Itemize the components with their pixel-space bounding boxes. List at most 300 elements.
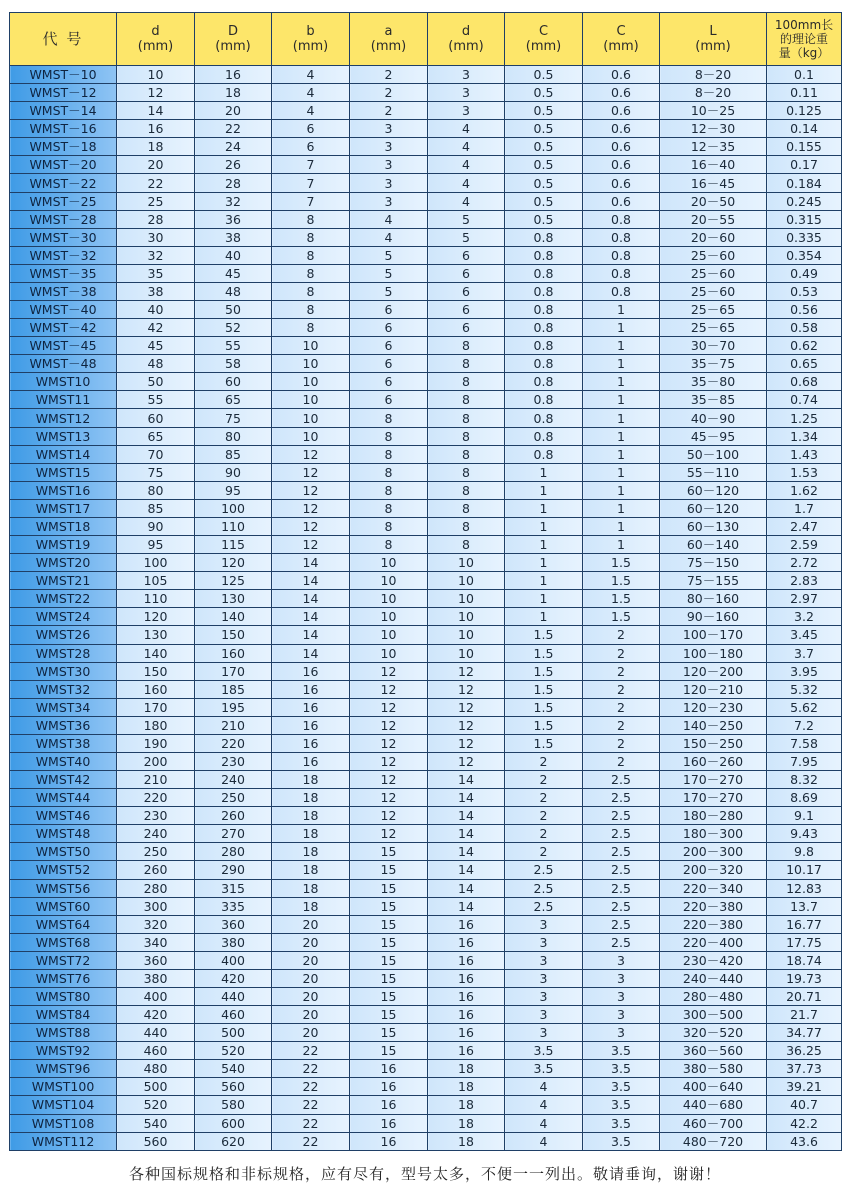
table-cell: 270 (195, 825, 272, 843)
table-cell: 20 (272, 933, 350, 951)
table-cell: 130 (195, 590, 272, 608)
table-cell: 1 (505, 590, 583, 608)
model-code-cell: WMST44 (10, 789, 117, 807)
table-row (10, 933, 842, 951)
table-cell: 8 (272, 264, 350, 282)
table-cell: 480－720 (660, 1132, 767, 1150)
table-cell: 6 (428, 301, 505, 319)
table-cell: 22 (117, 174, 195, 192)
model-code-cell: WMST－16 (10, 120, 117, 138)
table-cell: 2 (505, 807, 583, 825)
table-cell: 7.95 (767, 752, 842, 770)
table-cell: 16 (350, 1096, 428, 1114)
table-cell: 12 (428, 734, 505, 752)
table-cell: 120－200 (660, 662, 767, 680)
model-code-cell: WMST36 (10, 716, 117, 734)
table-cell: 3 (350, 138, 428, 156)
table-cell: 380－580 (660, 1060, 767, 1078)
table-cell: 2 (350, 66, 428, 84)
table-cell: 10 (350, 644, 428, 662)
table-cell: 2.5 (583, 861, 660, 879)
column-header-line: C (538, 24, 549, 39)
table-cell: 16 (350, 1060, 428, 1078)
table-cell: 3.5 (583, 1096, 660, 1114)
table-cell: 3.45 (767, 626, 842, 644)
table-cell: 16.77 (767, 915, 842, 933)
table-cell: 12 (350, 825, 428, 843)
table-row (10, 644, 842, 662)
table-cell: 36 (195, 210, 272, 228)
model-code-cell: WMST26 (10, 626, 117, 644)
table-cell: 3 (583, 1024, 660, 1042)
table-cell: 1.34 (767, 427, 842, 445)
table-cell: 0.14 (767, 120, 842, 138)
table-cell: 560 (195, 1078, 272, 1096)
table-cell: 40 (117, 301, 195, 319)
table-cell: 520 (195, 1042, 272, 1060)
table-cell: 10 (117, 66, 195, 84)
table-cell: 200－300 (660, 843, 767, 861)
table-cell: 380 (117, 969, 195, 987)
table-row (10, 499, 842, 517)
table-cell: 540 (195, 1060, 272, 1078)
table-cell: 250 (195, 789, 272, 807)
table-cell: 8 (350, 481, 428, 499)
table-cell: 6 (428, 264, 505, 282)
table-cell: 65 (195, 391, 272, 409)
table-header (10, 13, 842, 66)
table-cell: 8 (428, 391, 505, 409)
table-cell: 9.1 (767, 807, 842, 825)
table-cell: 105 (117, 572, 195, 590)
table-cell: 120－230 (660, 698, 767, 716)
table-cell: 460 (117, 1042, 195, 1060)
table-cell: 440－680 (660, 1096, 767, 1114)
table-cell: 8 (350, 427, 428, 445)
table-cell: 1 (505, 554, 583, 572)
table-cell: 260 (195, 807, 272, 825)
table-cell: 5 (428, 210, 505, 228)
column-header-line: L (709, 24, 717, 39)
table-row (10, 301, 842, 319)
table-cell: 170－270 (660, 789, 767, 807)
model-code-cell: WMST50 (10, 843, 117, 861)
table-cell: 34.77 (767, 1024, 842, 1042)
table-cell: 20－55 (660, 210, 767, 228)
table-cell: 0.335 (767, 228, 842, 246)
table-cell: 14 (428, 897, 505, 915)
table-cell: 4 (428, 120, 505, 138)
table-cell: 3 (350, 174, 428, 192)
table-cell: 0.8 (505, 228, 583, 246)
table-cell: 36.25 (767, 1042, 842, 1060)
table-cell: 1 (583, 337, 660, 355)
model-code-cell: WMST－12 (10, 84, 117, 102)
table-cell: 60－120 (660, 499, 767, 517)
table-cell: 2.83 (767, 572, 842, 590)
table-cell: 45 (195, 264, 272, 282)
table-cell: 0.6 (583, 102, 660, 120)
table-cell: 540 (117, 1114, 195, 1132)
table-cell: 1.7 (767, 499, 842, 517)
table-cell: 5 (350, 246, 428, 264)
model-code-cell: WMST20 (10, 554, 117, 572)
table-cell: 14 (428, 825, 505, 843)
table-cell: 6 (350, 373, 428, 391)
table-cell: 50 (195, 301, 272, 319)
table-row (10, 879, 842, 897)
table-cell: 220 (117, 789, 195, 807)
table-cell: 420 (195, 969, 272, 987)
table-cell: 0.1 (767, 66, 842, 84)
table-cell: 42.2 (767, 1114, 842, 1132)
table-cell: 2 (505, 752, 583, 770)
table-cell: 2 (583, 680, 660, 698)
table-cell: 1 (583, 499, 660, 517)
table-cell: 3 (428, 66, 505, 84)
table-cell: 0.8 (505, 391, 583, 409)
table-cell: 8 (350, 463, 428, 481)
table-cell: 420 (117, 1006, 195, 1024)
table-cell: 15 (350, 1006, 428, 1024)
table-row (10, 572, 842, 590)
table-cell: 18 (428, 1078, 505, 1096)
model-code-cell: WMST15 (10, 463, 117, 481)
table-cell: 1 (583, 355, 660, 373)
table-cell: 0.155 (767, 138, 842, 156)
table-cell: 32 (117, 246, 195, 264)
table-cell: 12 (350, 807, 428, 825)
column-header (350, 13, 428, 66)
table-cell: 10 (428, 572, 505, 590)
table-row (10, 246, 842, 264)
table-cell: 3 (505, 1006, 583, 1024)
table-cell: 600 (195, 1114, 272, 1132)
table-cell: 12 (428, 752, 505, 770)
model-code-cell: WMST13 (10, 427, 117, 445)
table-cell: 60－140 (660, 536, 767, 554)
table-cell: 20.71 (767, 987, 842, 1005)
table-row (10, 427, 842, 445)
model-code-cell: WMST19 (10, 536, 117, 554)
table-cell: 200－320 (660, 861, 767, 879)
table-cell: 24 (195, 138, 272, 156)
table-cell: 260 (117, 861, 195, 879)
table-cell: 290 (195, 861, 272, 879)
table-cell: 0.17 (767, 156, 842, 174)
table-cell: 20 (272, 951, 350, 969)
table-cell: 18 (272, 843, 350, 861)
model-code-cell: WMST56 (10, 879, 117, 897)
table-cell: 0.8 (505, 355, 583, 373)
model-code-cell: WMST－28 (10, 210, 117, 228)
table-row (10, 319, 842, 337)
table-cell: 50 (117, 373, 195, 391)
table-cell: 18 (272, 825, 350, 843)
table-cell: 2.5 (583, 897, 660, 915)
table-cell: 15 (350, 1024, 428, 1042)
table-cell: 3 (428, 102, 505, 120)
table-cell: 8 (428, 337, 505, 355)
table-row (10, 698, 842, 716)
table-cell: 10 (428, 590, 505, 608)
table-cell: 2 (350, 102, 428, 120)
table-cell: 15 (350, 933, 428, 951)
table-cell: 4 (350, 210, 428, 228)
table-cell: 115 (195, 536, 272, 554)
table-cell: 120－210 (660, 680, 767, 698)
table-cell: 8 (428, 481, 505, 499)
table-cell: 22 (272, 1132, 350, 1150)
table-cell: 120 (195, 554, 272, 572)
table-cell: 0.5 (505, 84, 583, 102)
table-cell: 16 (428, 915, 505, 933)
table-cell: 20 (272, 1006, 350, 1024)
table-cell: 1 (583, 445, 660, 463)
table-cell: 37.73 (767, 1060, 842, 1078)
table-cell: 6 (272, 138, 350, 156)
table-cell: 21.7 (767, 1006, 842, 1024)
table-cell: 4 (428, 156, 505, 174)
table-cell: 40.7 (767, 1096, 842, 1114)
table-cell: 170 (117, 698, 195, 716)
table-cell: 90 (195, 463, 272, 481)
table-cell: 42 (117, 319, 195, 337)
table-cell: 18 (272, 897, 350, 915)
table-cell: 185 (195, 680, 272, 698)
table-cell: 150－250 (660, 734, 767, 752)
table-cell: 140－250 (660, 716, 767, 734)
model-code-cell: WMST28 (10, 644, 117, 662)
table-cell: 0.6 (583, 174, 660, 192)
model-code-cell: WMST60 (10, 897, 117, 915)
table-cell: 16 (195, 66, 272, 84)
table-cell: 6 (428, 282, 505, 300)
table-cell: 8 (428, 427, 505, 445)
table-cell: 5 (350, 264, 428, 282)
table-cell: 140 (117, 644, 195, 662)
model-code-cell: WMST48 (10, 825, 117, 843)
table-cell: 3 (505, 987, 583, 1005)
table-row (10, 680, 842, 698)
table-row (10, 843, 842, 861)
table-cell: 12.83 (767, 879, 842, 897)
table-cell: 0.49 (767, 264, 842, 282)
table-cell: 0.8 (505, 409, 583, 427)
table-cell: 200 (117, 752, 195, 770)
model-code-cell: WMST30 (10, 662, 117, 680)
table-cell: 1.5 (583, 608, 660, 626)
table-cell: 3 (583, 951, 660, 969)
table-row (10, 391, 842, 409)
table-cell: 4 (272, 102, 350, 120)
table-cell: 1.5 (505, 626, 583, 644)
table-cell: 10 (350, 554, 428, 572)
table-cell: 75－155 (660, 572, 767, 590)
table-cell: 14 (428, 879, 505, 897)
model-code-cell: WMST17 (10, 499, 117, 517)
table-cell: 10 (272, 427, 350, 445)
table-cell: 7.2 (767, 716, 842, 734)
table-cell: 6 (272, 120, 350, 138)
table-cell: 12 (350, 662, 428, 680)
column-header-line: C (616, 24, 626, 39)
table-cell: 1 (583, 319, 660, 337)
table-cell: 12－35 (660, 138, 767, 156)
table-cell: 2 (583, 698, 660, 716)
table-cell: 85 (195, 445, 272, 463)
column-header (660, 13, 767, 66)
model-code-cell: WMST24 (10, 608, 117, 626)
column-header (272, 13, 350, 66)
table-cell: 4 (272, 66, 350, 84)
table-row (10, 1096, 842, 1114)
model-code-cell: WMST－20 (10, 156, 117, 174)
table-cell: 210 (195, 716, 272, 734)
table-cell: 8 (272, 210, 350, 228)
table-cell: 440 (195, 987, 272, 1005)
table-cell: 0.5 (505, 120, 583, 138)
table-cell: 15 (350, 879, 428, 897)
model-code-cell: WMST－38 (10, 282, 117, 300)
table-cell: 1.53 (767, 463, 842, 481)
table-cell: 4 (505, 1096, 583, 1114)
table-cell: 1 (505, 608, 583, 626)
model-code-cell: WMST88 (10, 1024, 117, 1042)
table-cell: 16 (272, 698, 350, 716)
table-cell: 190 (117, 734, 195, 752)
table-cell: 16 (428, 1042, 505, 1060)
table-cell: 480 (117, 1060, 195, 1078)
table-row (10, 861, 842, 879)
table-cell: 2 (583, 662, 660, 680)
table-cell: 35－80 (660, 373, 767, 391)
table-cell: 2 (583, 734, 660, 752)
table-cell: 360－560 (660, 1042, 767, 1060)
table-cell: 0.56 (767, 301, 842, 319)
table-cell: 10 (428, 608, 505, 626)
table-cell: 5 (428, 228, 505, 246)
table-cell: 25－65 (660, 319, 767, 337)
table-cell: 58 (195, 355, 272, 373)
table-cell: 0.8 (505, 427, 583, 445)
table-cell: 10 (350, 626, 428, 644)
table-cell: 230－420 (660, 951, 767, 969)
table-cell: 1.5 (583, 554, 660, 572)
table-cell: 230 (117, 807, 195, 825)
table-row (10, 789, 842, 807)
model-code-cell: WMST11 (10, 391, 117, 409)
table-row (10, 445, 842, 463)
model-code-cell: WMST22 (10, 590, 117, 608)
table-cell: 180－300 (660, 825, 767, 843)
table-cell: 0.8 (583, 264, 660, 282)
column-header (428, 13, 505, 66)
table-cell: 10－25 (660, 102, 767, 120)
table-cell: 3 (505, 1024, 583, 1042)
table-cell: 8 (350, 409, 428, 427)
table-cell: 2.5 (583, 789, 660, 807)
table-cell: 0.6 (583, 192, 660, 210)
table-cell: 3 (583, 1006, 660, 1024)
table-cell: 8 (350, 445, 428, 463)
table-cell: 16 (428, 933, 505, 951)
table-cell: 48 (195, 282, 272, 300)
table-cell: 2.97 (767, 590, 842, 608)
table-cell: 55 (195, 337, 272, 355)
table-cell: 28 (195, 174, 272, 192)
table-cell: 8 (350, 517, 428, 535)
model-code-cell: WMST21 (10, 572, 117, 590)
table-cell: 3 (505, 933, 583, 951)
column-header-line: (mm) (292, 39, 329, 54)
table-body (10, 66, 842, 1151)
table-cell: 43.6 (767, 1132, 842, 1150)
table-cell: 4 (428, 174, 505, 192)
footer-note: 各种国标规格和非标规格，应有尽有，型号太多，不便一一列出。敬请垂询，谢谢！ (128, 1165, 721, 1183)
table-cell: 10 (350, 608, 428, 626)
table-cell: 1.5 (505, 716, 583, 734)
table-cell: 8 (428, 373, 505, 391)
table-cell: 0.245 (767, 192, 842, 210)
model-code-cell: WMST－14 (10, 102, 117, 120)
table-row (10, 66, 842, 84)
table-cell: 2.5 (583, 807, 660, 825)
table-cell: 16 (428, 969, 505, 987)
table-cell: 12 (272, 481, 350, 499)
header-row (10, 13, 842, 66)
model-code-cell: WMST68 (10, 933, 117, 951)
table-cell: 95 (195, 481, 272, 499)
table-cell: 8.32 (767, 771, 842, 789)
table-cell: 12 (428, 662, 505, 680)
column-header-line: a (384, 24, 393, 39)
table-cell: 100 (117, 554, 195, 572)
table-cell: 25 (117, 192, 195, 210)
table-cell: 75－150 (660, 554, 767, 572)
table-cell: 0.5 (505, 192, 583, 210)
table-cell: 500 (195, 1024, 272, 1042)
table-cell: 1 (505, 517, 583, 535)
model-code-cell: WMST96 (10, 1060, 117, 1078)
table-cell: 320 (117, 915, 195, 933)
table-row (10, 264, 842, 282)
table-cell: 6 (350, 319, 428, 337)
table-cell: 0.6 (583, 84, 660, 102)
model-code-cell: WMST112 (10, 1132, 117, 1150)
table-cell: 18 (428, 1132, 505, 1150)
table-row (10, 590, 842, 608)
model-code-cell: WMST92 (10, 1042, 117, 1060)
table-cell: 32 (195, 192, 272, 210)
table-cell: 12 (428, 680, 505, 698)
table-cell: 7.58 (767, 734, 842, 752)
column-header-line: (mm) (370, 39, 407, 54)
table-cell: 440 (117, 1024, 195, 1042)
table-cell: 7 (272, 192, 350, 210)
table-cell: 0.6 (583, 138, 660, 156)
table-cell: 20－50 (660, 192, 767, 210)
table-cell: 0.68 (767, 373, 842, 391)
table-cell: 18 (428, 1096, 505, 1114)
table-cell: 1 (505, 481, 583, 499)
table-cell: 1.5 (505, 644, 583, 662)
table-cell: 12 (350, 771, 428, 789)
table-cell: 180 (117, 716, 195, 734)
table-cell: 150 (195, 626, 272, 644)
table-cell: 35－75 (660, 355, 767, 373)
model-code-cell: WMST42 (10, 771, 117, 789)
